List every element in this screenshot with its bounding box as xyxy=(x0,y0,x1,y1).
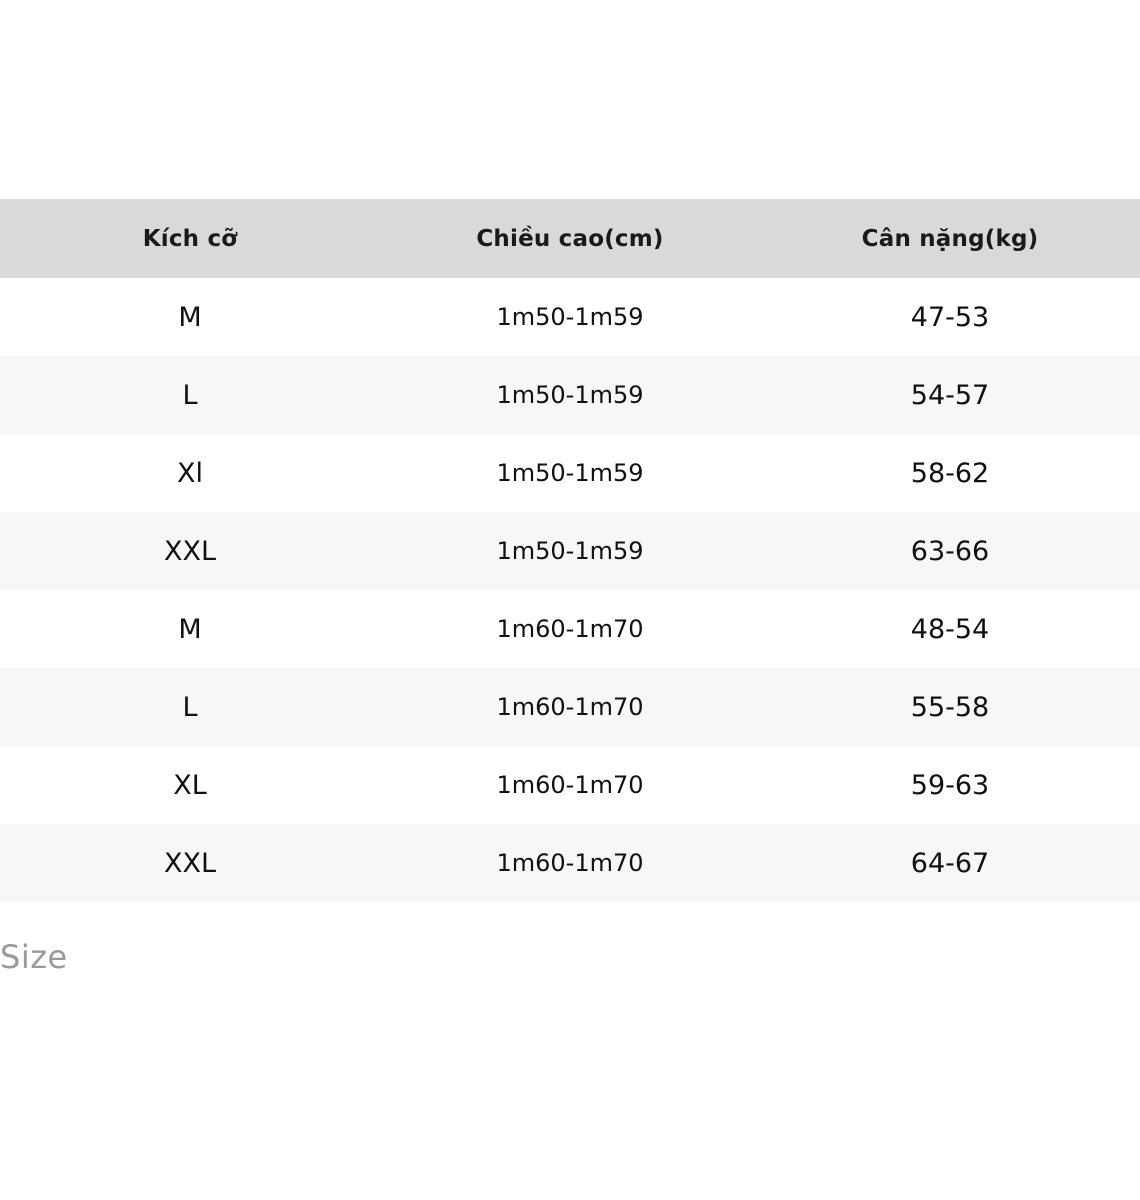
cell-height: 1m60-1m70 xyxy=(380,824,760,902)
cell-height: 1m50-1m59 xyxy=(380,434,760,512)
cell-height: 1m60-1m70 xyxy=(380,746,760,824)
cell-size: XL xyxy=(0,746,380,824)
cell-weight: 54-57 xyxy=(760,356,1140,434)
cell-height: 1m50-1m59 xyxy=(380,512,760,590)
table-row xyxy=(0,278,1140,356)
cell-height: 1m60-1m70 xyxy=(380,668,760,746)
cell-size: M xyxy=(0,278,380,356)
cell-weight: 48-54 xyxy=(760,590,1140,668)
size-chart-table xyxy=(0,199,1140,902)
cell-size: XXL xyxy=(0,512,380,590)
table-row xyxy=(0,668,1140,746)
table-row xyxy=(0,356,1140,434)
cell-weight: 64-67 xyxy=(760,824,1140,902)
cell-height: 1m50-1m59 xyxy=(380,356,760,434)
table-row xyxy=(0,824,1140,902)
table-header-row xyxy=(0,199,1140,278)
table-row xyxy=(0,590,1140,668)
cell-weight: 55-58 xyxy=(760,668,1140,746)
size-footer-label: Size xyxy=(0,938,68,976)
table-row xyxy=(0,434,1140,512)
cell-size: L xyxy=(0,668,380,746)
cell-size: M xyxy=(0,590,380,668)
cell-size: XXL xyxy=(0,824,380,902)
cell-size: L xyxy=(0,356,380,434)
cell-weight: 59-63 xyxy=(760,746,1140,824)
table-body xyxy=(0,278,1140,902)
cell-height: 1m50-1m59 xyxy=(380,278,760,356)
table-row xyxy=(0,746,1140,824)
cell-weight: 58-62 xyxy=(760,434,1140,512)
column-header-size: Kích cỡ xyxy=(0,199,380,278)
column-header-height: Chiều cao(cm) xyxy=(380,199,760,278)
table-row xyxy=(0,512,1140,590)
cell-weight: 63-66 xyxy=(760,512,1140,590)
cell-height: 1m60-1m70 xyxy=(380,590,760,668)
column-header-weight: Cân nặng(kg) xyxy=(760,199,1140,278)
cell-weight: 47-53 xyxy=(760,278,1140,356)
cell-size: Xl xyxy=(0,434,380,512)
table-header xyxy=(0,199,1140,278)
